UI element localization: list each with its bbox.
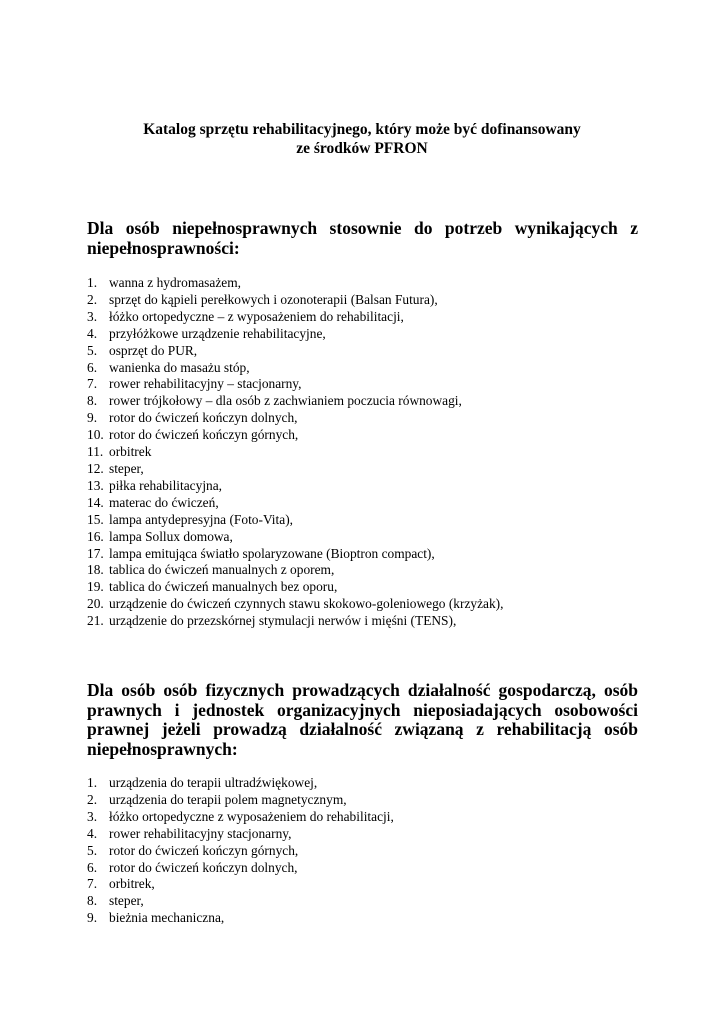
list-item-number: 1. — [87, 775, 98, 790]
list-item-number: 8. — [87, 393, 98, 409]
list-item — [87, 775, 394, 792]
list-item-text: orbitrek — [109, 444, 152, 460]
list-item-text: łóżko ortopedyczne – z wyposażeniem do rehabilitacji, — [109, 308, 404, 324]
list-item-text: materac do ćwiczeń, — [109, 494, 219, 510]
list-item-number: 4. — [87, 325, 98, 341]
list-item-number: 17. — [87, 545, 104, 561]
list-item — [87, 529, 504, 546]
list-item — [87, 292, 504, 309]
list-item-text: urządzenia do terapii ultradźwiękowej, — [109, 775, 318, 790]
list-item — [87, 809, 394, 826]
list-item — [87, 843, 394, 860]
list-item — [87, 613, 504, 630]
list-item-text: lampa antydepresyjna (Foto-Vita), — [109, 511, 294, 527]
list-item — [87, 343, 504, 360]
list-item — [87, 360, 504, 377]
list-item-number: 3. — [87, 308, 98, 324]
list-item-text: urządzenie do przezskórnej stymulacji nerwów i mięśni (TENS), — [109, 613, 457, 629]
list-item-text: łóżko ortopedyczne z wyposażeniem do rehabilitacji, — [109, 808, 394, 824]
list-item-text: tablica do ćwiczeń manualnych bez oporu, — [109, 579, 338, 595]
list-item — [87, 376, 504, 393]
list-item — [87, 275, 504, 292]
list-item-text: steper, — [109, 893, 144, 909]
title-line-1: Katalog sprzętu rehabilitacyjnego, który może być dofinansowany — [143, 121, 581, 138]
list-item — [87, 893, 394, 910]
list-item-number: 9. — [87, 410, 98, 426]
list-item — [87, 579, 504, 596]
list-item-number: 14. — [87, 494, 104, 510]
document-title — [0, 120, 724, 158]
list-item — [87, 427, 504, 444]
list-item-number: 12. — [87, 460, 104, 476]
list-item — [87, 826, 394, 843]
list-item — [87, 444, 504, 461]
list-item-number: 5. — [87, 342, 98, 358]
list-item — [87, 495, 504, 512]
list-item — [87, 478, 504, 495]
list-item-number: 11. — [87, 444, 104, 460]
list-item-number: 16. — [87, 528, 104, 544]
list-item — [87, 512, 504, 529]
list-item-text: wanienka do masażu stóp, — [109, 359, 250, 375]
list-item-number: 21. — [87, 613, 104, 629]
list-item-number: 13. — [87, 477, 104, 493]
section-2-list — [87, 775, 394, 927]
list-item-number: 5. — [87, 842, 98, 858]
list-item-text: rotor do ćwiczeń kończyn dolnych, — [109, 410, 298, 426]
list-item — [87, 860, 394, 877]
section-2-heading-line: Dla osób osób fizycznych prowadzących działalność gospodarczą, osób — [87, 680, 638, 700]
section-2-heading-line: niepełnosprawnych: — [87, 738, 238, 759]
list-item-text: osprzęt do PUR, — [109, 342, 198, 358]
section-1-heading — [87, 219, 638, 258]
list-item-number: 4. — [87, 825, 98, 841]
section-1-heading-line: niepełnosprawności: — [87, 237, 240, 258]
list-item-number: 7. — [87, 376, 98, 392]
list-item-text: rower trójkołowy – dla osób z zachwianiem poczucia równowagi, — [109, 393, 462, 409]
list-item-number: 1. — [87, 275, 98, 290]
list-item-text: tablica do ćwiczeń manualnych z oporem, — [109, 562, 335, 578]
title-line-2: ze środków PFRON — [296, 140, 428, 157]
list-item-text: lampa emitująca światło spolaryzowane (Bioptron compact), — [109, 545, 435, 561]
list-item-text: przyłóżkowe urządzenie rehabilitacyjne, — [109, 325, 326, 341]
list-item-number: 15. — [87, 511, 104, 527]
list-item — [87, 546, 504, 563]
list-item-text: rotor do ćwiczeń kończyn dolnych, — [109, 859, 298, 875]
list-item-number: 18. — [87, 562, 104, 578]
list-item-number: 6. — [87, 859, 98, 875]
list-item-text: piłka rehabilitacyjna, — [109, 477, 223, 493]
list-item — [87, 876, 394, 893]
list-item-number: 10. — [87, 427, 104, 443]
list-item-number: 2. — [87, 791, 98, 807]
list-item-text: bieżnia mechaniczna, — [109, 910, 225, 926]
list-item-number: 9. — [87, 910, 98, 926]
list-item — [87, 326, 504, 343]
section-1-list — [87, 275, 504, 630]
list-item — [87, 461, 504, 478]
section-1-heading-line: Dla osób niepełnosprawnych stosownie do potrzeb wynikających z — [87, 218, 638, 238]
list-item-number: 7. — [87, 876, 98, 892]
section-2-heading — [87, 681, 638, 759]
list-item-number: 19. — [87, 579, 104, 595]
list-item-number: 6. — [87, 359, 98, 375]
list-item-text: rotor do ćwiczeń kończyn górnych, — [109, 427, 299, 443]
list-item-number: 2. — [87, 291, 98, 307]
list-item-text: rower rehabilitacyjny – stacjonarny, — [109, 376, 302, 392]
list-item — [87, 562, 504, 579]
list-item-number: 8. — [87, 893, 98, 909]
section-2-heading-line: prawnej jeżeli prowadzą działalność związaną z rehabilitacją osób — [87, 719, 638, 740]
list-item — [87, 792, 394, 809]
list-item-number: 20. — [87, 596, 104, 612]
list-item — [87, 910, 394, 927]
list-item-text: urządzenie do ćwiczeń czynnych stawu skokowo-goleniowego (krzyżak), — [109, 596, 504, 612]
list-item-text: sprzęt do kąpieli perełkowych i ozonoterapii (Balsan Futura), — [109, 291, 438, 307]
list-item-text: wanna z hydromasażem, — [109, 275, 241, 290]
list-item-text: lampa Sollux domowa, — [109, 528, 233, 544]
list-item-text: rower rehabilitacyjny stacjonarny, — [109, 825, 292, 841]
list-item — [87, 393, 504, 410]
list-item-text: steper, — [109, 460, 144, 476]
list-item-number: 3. — [87, 808, 98, 824]
list-item — [87, 309, 504, 326]
list-item — [87, 410, 504, 427]
section-2-heading-line: prawnych i jednostek organizacyjnych nieposiadających osobowości — [87, 699, 638, 720]
list-item — [87, 596, 504, 613]
list-item-text: orbitrek, — [109, 876, 155, 892]
list-item-text: rotor do ćwiczeń kończyn górnych, — [109, 842, 299, 858]
list-item-text: urządzenia do terapii polem magnetycznym, — [109, 791, 347, 807]
